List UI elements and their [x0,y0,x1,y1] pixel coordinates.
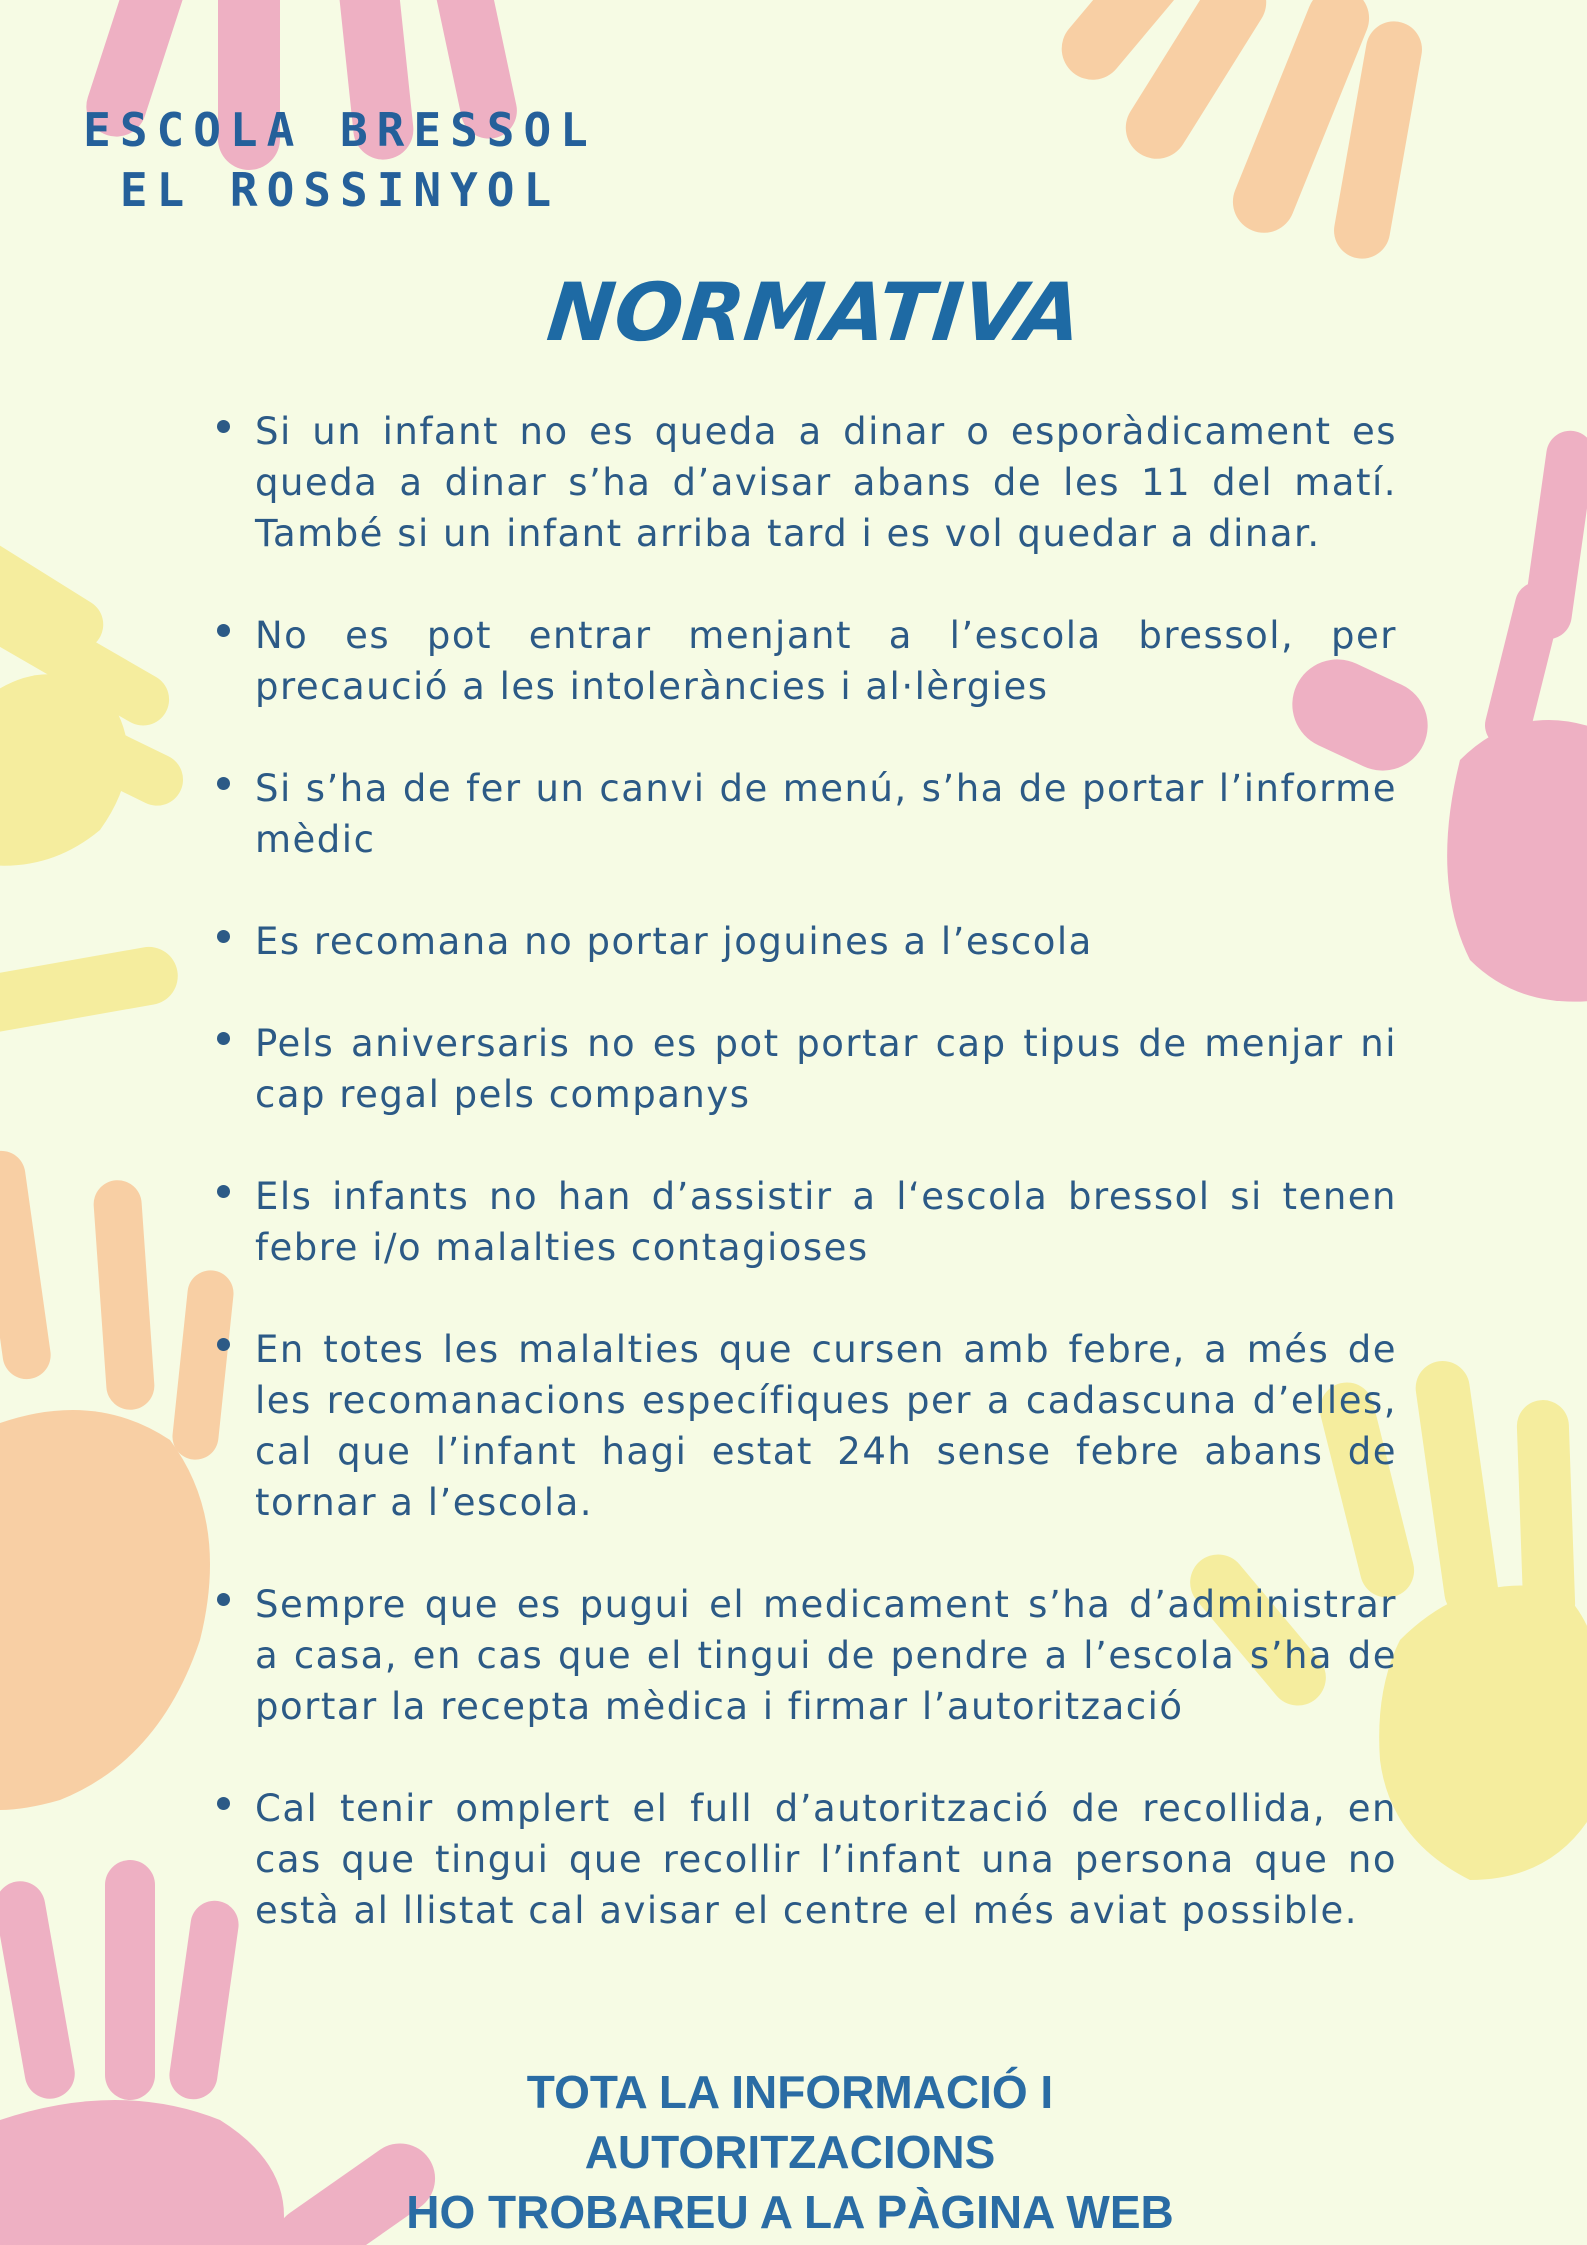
handprint-icon [0,500,192,1038]
rules-list [215,406,1397,1987]
list-item [215,763,1397,865]
list-item [215,916,1397,967]
bullet-icon [217,1338,230,1351]
list-item [215,1324,1397,1528]
bullet-icon [217,1032,230,1045]
rule-text: Es recomana no portar joguines a l’escola [255,920,1093,963]
rule-text: Pels aniversaris no es pot portar cap tipus de menjar ni cap regal pels companys [255,1022,1397,1116]
school-name-line1: ESCOLA BRESSOL [83,103,597,157]
rule-text: Si s’ha de fer un canvi de menú, s’ha de portar l’informe mèdic [255,767,1397,861]
rule-text: Els infants no han d’assistir a l‘escola bressol si tenen febre i/o malalties contagioses [255,1175,1397,1269]
school-name [60,100,620,220]
list-item [215,1018,1397,1120]
handprint-icon [0,1148,236,1810]
bullet-icon [217,420,230,433]
footer-line2: HO TROBAREU A LA PÀGINA WEB [406,2186,1174,2238]
rule-text: Sempre que es pugui el medicament s’ha d’administrar a casa, en cas que el tingui de pendre a l’escola s’ha de portar la recepta mèdica i firmar l’autorització [255,1583,1397,1728]
bullet-icon [217,624,230,637]
page-title: NORMATIVA [543,266,1087,359]
bullet-icon [217,1593,230,1606]
list-item [215,1171,1397,1273]
list-item [215,610,1397,712]
bullet-icon [217,1185,230,1198]
rule-text: En totes les malalties que cursen amb febre, a més de les recomanacions específiques per a cadascuna d’elles, cal que l’infant hagi estat 24h sense febre abans de tornar a l’escola. [255,1328,1397,1524]
bullet-icon [217,1797,230,1810]
bullet-icon [217,777,230,790]
list-item [215,1783,1397,1936]
list-item [215,406,1397,559]
rule-text: No es pot entrar menjant a l’escola bressol, per precaució a les intoleràncies i al·lèrgies [255,614,1397,708]
bullet-icon [217,930,230,943]
list-item [215,1579,1397,1732]
school-name-line2: EL ROSSINYOL [119,163,561,217]
rule-text: Cal tenir omplert el full d’autorització de recollida, en cas que tingui que recollir l’infant una persona que no està al llistat cal avisar el centre el més aviat possible. [255,1787,1397,1932]
handprint-icon [1049,0,1426,263]
footer-note [390,2062,1190,2242]
footer-line1: TOTA LA INFORMACIÓ I AUTORITZACIONS [526,2066,1054,2178]
rule-text: Si un infant no es queda a dinar o esporàdicament es queda a dinar s’ha d’avisar abans de les 11 del matí. També si un infant arriba tard i es vol quedar a dinar. [255,410,1397,555]
